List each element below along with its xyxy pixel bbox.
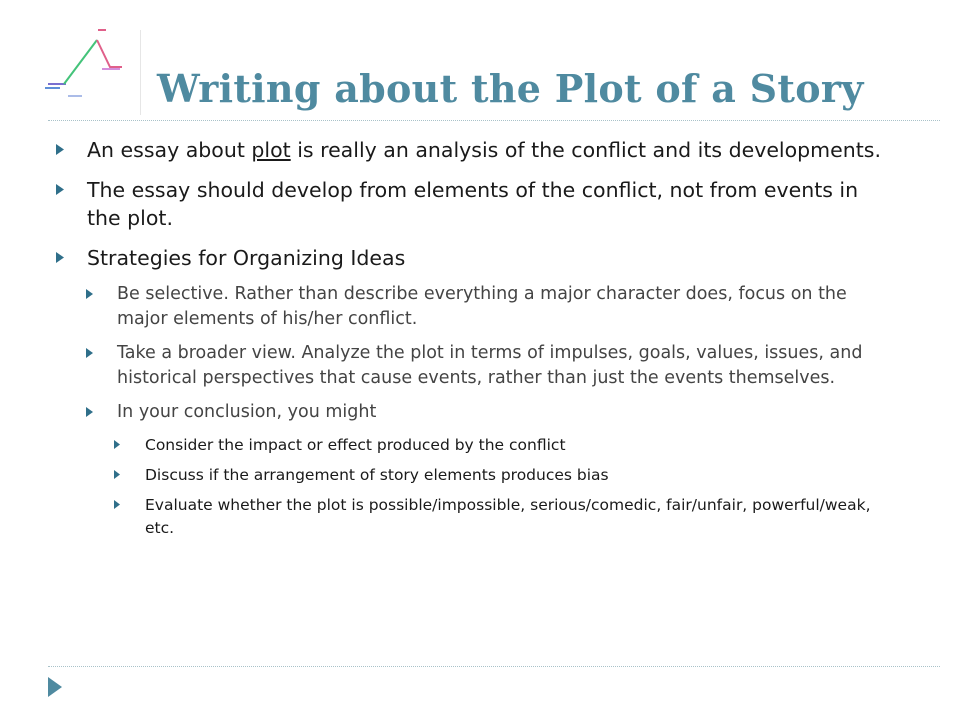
sub-bullet-text: Take a broader view. Analyze the plot in terms of impulses, goals, values, issues, and historical perspectives that cause events, rather than just the events themselves.	[117, 343, 863, 388]
triangle-bullet-icon	[114, 500, 120, 509]
sub-bullet-item	[86, 282, 896, 332]
sub-sub-bullet-text: Evaluate whether the plot is possible/impossible, serious/comedic, fair/unfair, powerful/weak, etc.	[145, 496, 871, 537]
triangle-nav-icon	[48, 677, 62, 697]
slide-title: Writing about the Plot of a Story	[157, 66, 864, 111]
bullet-item	[56, 176, 896, 232]
sub-bullet-item	[86, 341, 896, 391]
triangle-bullet-icon	[56, 252, 64, 263]
sub-sub-bullet-text: Consider the impact or effect produced by the conflict	[145, 436, 566, 454]
triangle-bullet-icon	[86, 407, 93, 417]
triangle-bullet-icon	[86, 348, 93, 358]
bullet-text: Strategies for Organizing Ideas	[87, 246, 406, 270]
bullet-text-underlined: plot	[251, 138, 291, 162]
sub-sub-bullet-item	[114, 434, 896, 457]
slide-body	[56, 136, 896, 547]
sub-bullet-text: Be selective. Rather than describe everything a major character does, focus on the major elements of his/her conflict.	[117, 284, 847, 329]
triangle-bullet-icon	[114, 440, 120, 449]
sub-bullet-item	[86, 400, 896, 425]
sub-sub-bullet-item	[114, 464, 896, 487]
sub-sub-bullet-text: Discuss if the arrangement of story elements produces bias	[145, 466, 609, 484]
sub-sub-bullet-item	[114, 494, 896, 540]
bullet-text-post: is really an analysis of the conflict and its developments.	[290, 138, 881, 162]
footer-divider	[48, 666, 940, 667]
triangle-bullet-icon	[56, 184, 64, 195]
plot-diagram-logo-icon	[40, 22, 140, 108]
title-divider	[48, 120, 940, 121]
logo-divider	[140, 30, 141, 115]
bullet-item	[56, 136, 896, 164]
bullet-item	[56, 244, 896, 272]
triangle-bullet-icon	[56, 144, 64, 155]
sub-bullet-text: In your conclusion, you might	[117, 402, 377, 422]
bullet-text: The essay should develop from elements of the conflict, not from events in the plot.	[87, 178, 859, 230]
triangle-bullet-icon	[114, 470, 120, 479]
bullet-text-pre: An essay about	[87, 138, 252, 162]
triangle-bullet-icon	[86, 289, 93, 299]
